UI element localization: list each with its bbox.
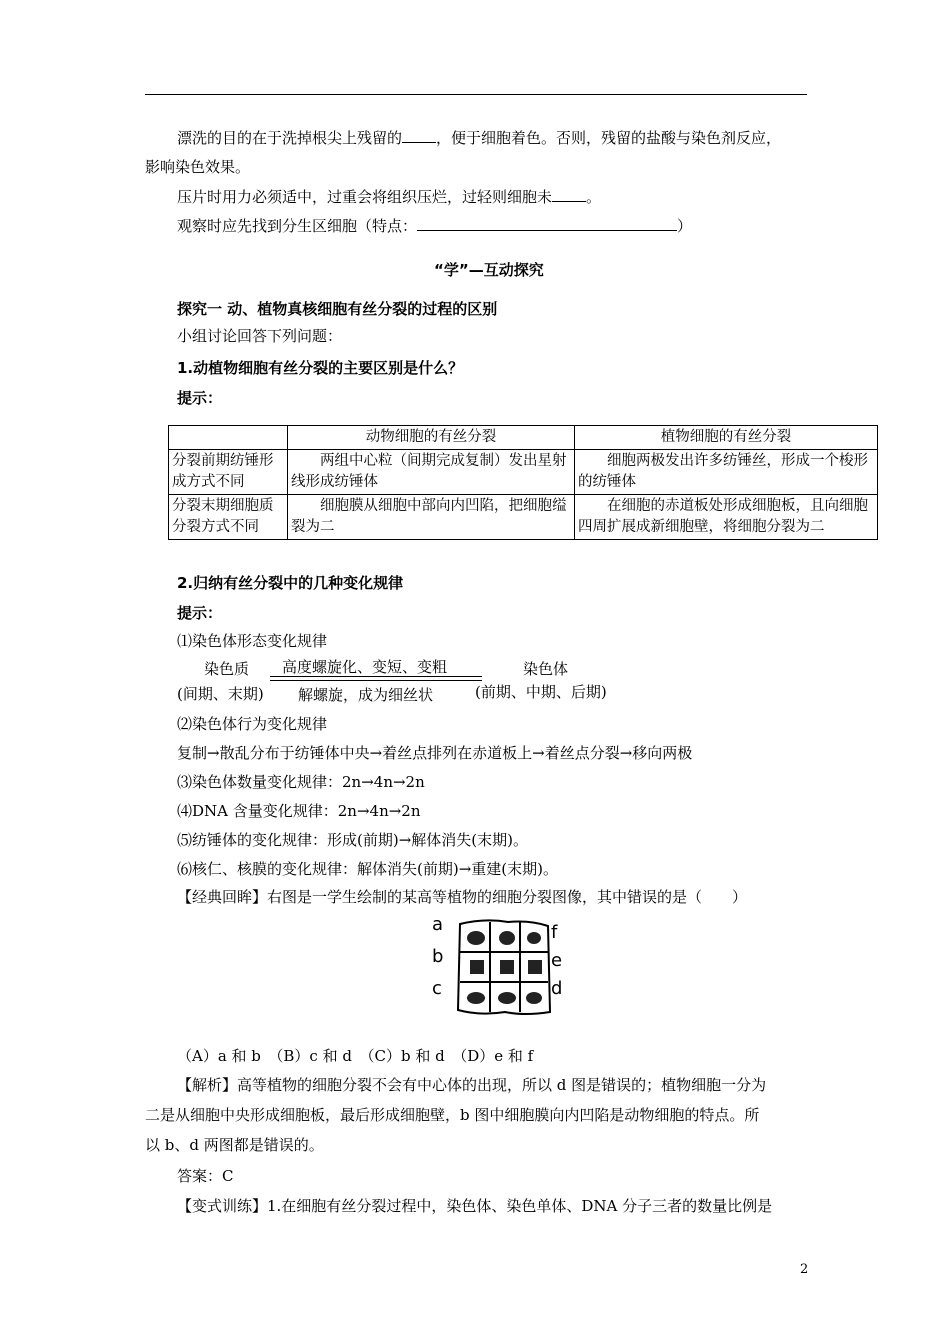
table-cell: 在细胞的赤道板处形成细胞板，且向细胞四周扩展成新细胞壁，将细胞分裂为二 [575,495,878,540]
table-header-cell: 动物细胞的有丝分裂 [288,426,575,450]
table-cell: 细胞两极发出许多纺锤丝，形成一个梭形的纺锤体 [575,450,878,495]
section-title: “学”—互动探究 [434,261,544,279]
hint-2: 提示： [177,604,223,622]
rule-4: ⑷DNA 含量变化规律：2n→4n→2n [177,802,421,820]
answer-options: （A）a 和 b （B）c 和 d （C）b 和 d （D）e 和 f [177,1047,534,1065]
figure-label-e: e [551,950,563,971]
analysis-line3: 以 b、d 两图都是错误的。 [145,1136,324,1154]
rule-3: ⑶染色体数量变化规律：2n→4n→2n [177,773,425,791]
classic-question: 【经典回眸】右图是一学生绘制的某高等植物的细胞分裂图像，其中错误的是（ ） [177,888,748,906]
rule-1-title: ⑴染色体形态变化规律 [177,632,328,650]
answer: 答案：C [177,1167,234,1185]
para-rinse-line2: 影响染色效果。 [145,158,251,176]
para-rinse-text-a: 漂洗的目的在于洗掉根尖上残留的 [177,129,403,147]
cell-division-figure [430,912,563,1022]
para-observe [177,215,692,236]
para-observe-text-a: 观察时应先找到分生区细胞（特点： [177,217,418,235]
fill-blank-3 [417,216,677,231]
para-rinse-text-b: ，便于细胞着色。否则，残留的盐酸与染色剂反应， [436,129,782,147]
variant-training: 【变式训练】1.在细胞有丝分裂过程中，染色体、染色单体、DNA 分子三者的数量比例是 [177,1197,773,1215]
para-rinse-line1 [177,127,781,148]
question-1: 1.动植物细胞有丝分裂的主要区别是什么？ [177,359,464,377]
table-cell: 分裂前期纺锤形成方式不同 [169,450,288,495]
table-cell: 分裂末期细胞质分裂方式不同 [169,495,288,540]
table-cell: 两组中心粒（间期完成复制）发出星射线形成纺锤体 [288,450,575,495]
table-row [169,495,878,540]
figure-label-f: f [551,922,558,943]
fill-blank-1 [402,128,436,143]
figure-label-a: a [432,914,444,935]
decondense-label: 解螺旋，成为细丝状 [298,686,434,704]
analysis-line1: 【解析】高等植物的细胞分裂不会有中心体的出现，所以 d 图是错误的；植物细胞一分为 [177,1076,767,1094]
question-2: 2.归纳有丝分裂中的几种变化规律 [177,574,404,592]
explore1-title: 探究一 动、植物真核细胞有丝分裂的过程的区别 [177,300,498,318]
hint-1: 提示： [177,389,223,407]
group-discuss: 小组讨论回答下列问题： [177,327,343,345]
table-header-row [169,426,878,450]
figure-label-b: b [432,946,444,967]
rule-2-title: ⑵染色体行为变化规律 [177,715,328,733]
rule-5: ⑸纺锤体的变化规律：形成(前期)→解体消失(末期)。 [177,831,528,849]
condense-label: 高度螺旋化、变短、变粗 [282,658,448,676]
para-press-text-b: 。 [586,188,602,206]
rule-2-body: 复制→散乱分布于纺锤体中央→着丝点排列在赤道板上→着丝点分裂→移向两极 [177,744,693,762]
analysis-line2: 二是从细胞中央形成细胞板，最后形成细胞壁，b 图中细胞膜向内凹陷是动物细胞的特点。所 [145,1106,760,1124]
page-number: 2 [800,1262,809,1277]
table-row [169,450,878,495]
chromosome-label: 染色体 [523,660,569,678]
table-header-cell: 植物细胞的有丝分裂 [575,426,878,450]
chromosome-phase-label: (前期、中期、后期) [475,683,607,701]
para-press [177,186,601,207]
rule-6: ⑹核仁、核膜的变化规律：解体消失(前期)→重建(末期)。 [177,860,558,878]
figure-label-c: c [432,978,442,999]
comparison-table [168,425,878,540]
table-header-cell [169,426,288,450]
top-rule [145,94,807,95]
table-cell: 细胞膜从细胞中部向内凹陷，把细胞缢裂为二 [288,495,575,540]
fill-blank-2 [552,187,586,202]
chromatin-phase-label: (间期、末期) [177,685,264,703]
reverse-arrow-line [270,680,482,681]
figure-label-d: d [551,978,563,999]
forward-arrow-line [270,676,482,677]
chromatin-label: 染色质 [204,660,250,678]
para-observe-text-b: ） [677,217,693,235]
para-press-text-a: 压片时用力必须适中，过重会将组织压烂，过轻则细胞未 [177,188,553,206]
